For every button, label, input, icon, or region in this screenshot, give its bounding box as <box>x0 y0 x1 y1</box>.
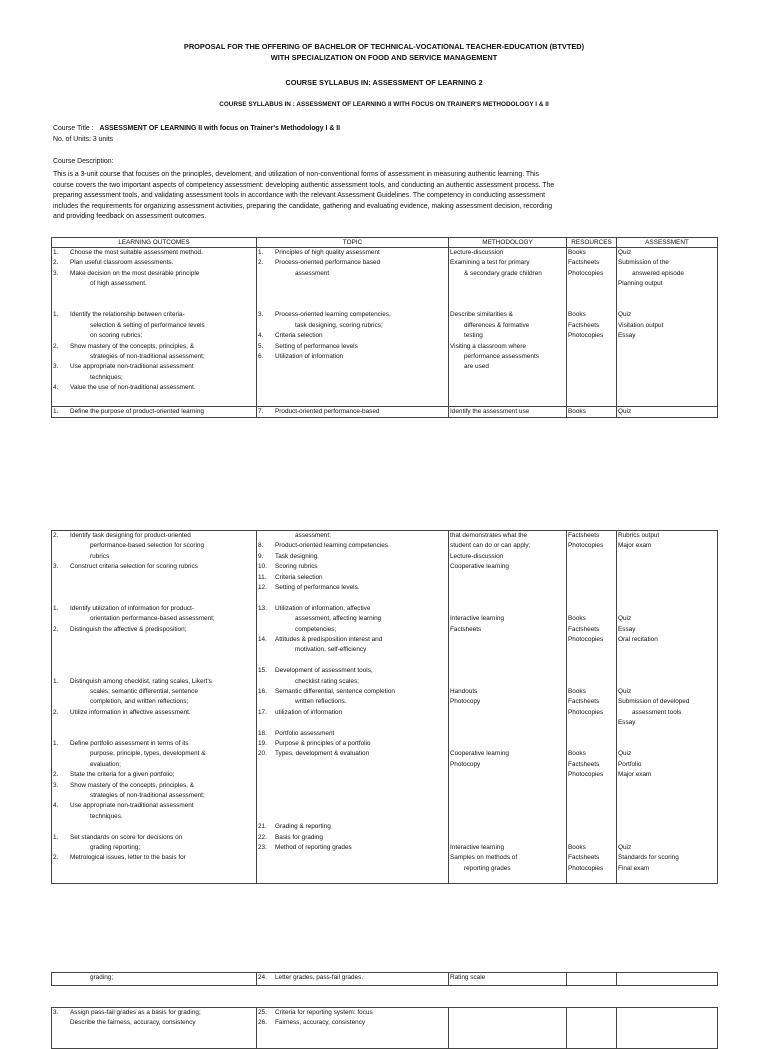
topic-text: assessment <box>295 269 330 277</box>
resource-item: Books <box>568 615 586 623</box>
outcome-text: grading; <box>90 974 114 981</box>
assessment-item: Portfolio <box>618 760 642 768</box>
topic-text: Criteria selection <box>275 332 323 340</box>
assessment-item: Major exam <box>618 542 652 550</box>
item-number: 4. <box>258 332 264 340</box>
assessment-item: Quiz <box>618 843 632 851</box>
outcome-text: Use appropriate non-traditional assessment <box>70 363 194 371</box>
item-number: 2. <box>53 708 59 716</box>
description-line: and providing feedback on assessment outcomes. <box>53 213 207 220</box>
methodology-item: are used <box>464 363 489 371</box>
topic-text: Scoring rubrics <box>275 563 318 571</box>
item-number: 17. <box>258 708 267 716</box>
outcome-text: orientation performance-based assessment; <box>90 615 215 623</box>
outcome-text: of high assessment. <box>90 280 147 288</box>
header-learning-outcomes: LEARNING OUTCOMES <box>52 238 257 248</box>
table-row <box>52 1008 718 1049</box>
item-number: 1. <box>53 311 59 319</box>
item-number: 7. <box>258 408 264 415</box>
resource-item: Factsheets <box>568 698 600 706</box>
syllabus-subheading: COURSE SYLLABUS IN : ASSESSMENT OF LEARNING II WITH FOCUS ON TRAINER'S METHODOLOGY I & II <box>219 101 549 108</box>
item-number: 25. <box>258 1009 267 1016</box>
topic-text: Attitudes & predisposition interest and <box>275 636 383 644</box>
assessment-item: Essay <box>618 625 636 633</box>
methodology-item: Photocopy <box>450 698 481 706</box>
resource-item: Factsheets <box>568 321 600 329</box>
assessment-item: Quiz <box>618 249 632 256</box>
resource-item: Books <box>568 687 586 695</box>
topic-text: Method of reporting grades <box>275 844 352 852</box>
outcome-text: purpose, principle, types, development & <box>90 750 206 758</box>
outcome-text: Choose the most suitable assessment method. <box>70 249 203 256</box>
resource-item: Books <box>568 311 586 319</box>
assessment-item: Visitation output <box>618 321 664 329</box>
item-number: 1. <box>53 408 59 415</box>
topic-text: Utilization of information <box>275 353 344 361</box>
resource-item: Factsheets <box>568 259 600 267</box>
topic-text: Setting of performance levels <box>275 342 358 350</box>
resource-item: Books <box>568 408 586 415</box>
item-number: 12. <box>258 584 267 592</box>
item-number: 18. <box>258 729 267 737</box>
resource-item: Factsheets <box>568 625 600 633</box>
outcome-text: evaluation; <box>90 760 121 768</box>
outcome-text: grading reporting; <box>90 844 141 852</box>
methodology-item: differences & formative <box>464 321 530 329</box>
header-methodology: METHODOLOGY <box>449 238 567 248</box>
methodology-item: Interactive learning <box>450 615 504 623</box>
outcome-text: Metrological issues, letter to the basis for <box>70 854 186 862</box>
resource-item: Books <box>568 843 586 851</box>
item-number: 2. <box>53 854 59 862</box>
item-number: 23. <box>258 844 267 852</box>
assessment-item: Major exam <box>618 771 652 779</box>
assessment-item: Essay <box>618 332 636 340</box>
table-row <box>52 531 718 884</box>
methodology-item: Visiting a classroom where <box>450 342 526 350</box>
description-line: course covers the two important aspects of competency assessment: developing authentic assessment tools, and conducting an authentic assessment process. The <box>53 181 555 189</box>
outcome-text: selection & setting of performance levels <box>90 321 205 329</box>
assessment-item: Standards for scoring <box>618 854 679 862</box>
item-number: 20. <box>258 750 267 758</box>
topic-text: competencies; <box>295 625 337 633</box>
outcome-text: Construct criteria selection for scoring rubrics <box>70 563 198 571</box>
resource-item: Photocopies <box>568 771 604 779</box>
header-resources: RESOURCES <box>567 238 617 248</box>
outcome-text: Describe the fairness, accuracy, consistency <box>70 1019 196 1027</box>
item-number: 6. <box>258 353 264 361</box>
description-line: includes the requirements for organizing assessment activities, preparing the candidate, gathering and evaluating evidence, making assessment decision, recording <box>53 202 553 210</box>
course-title-value: ASSESSMENT OF LEARNING II with focus on Trainer's Methodology I & II <box>99 125 341 132</box>
outcome-text: techniques. <box>90 812 123 820</box>
item-number: 15. <box>258 667 267 675</box>
outcome-text: Distinguish the affective & predisposition; <box>70 625 187 633</box>
topic-text: checklist rating scales; <box>295 677 359 685</box>
item-number: 14. <box>258 636 267 644</box>
resource-item: Photocopies <box>568 542 604 550</box>
methodology-item: Rating scale <box>450 974 486 981</box>
assessment-item: Submission of developed <box>618 698 690 706</box>
assessment-item: Quiz <box>618 311 632 319</box>
item-number: 1. <box>53 833 59 841</box>
item-number: 3. <box>53 363 59 371</box>
outcome-text: Show mastery of the concepts, principles, & <box>70 342 194 350</box>
item-number: 5. <box>258 342 264 350</box>
topic-text: assessment; <box>295 532 331 539</box>
assessment-item: Quiz <box>618 408 632 415</box>
assessment-item: Quiz <box>618 687 632 695</box>
doc-title-line-1: PROPOSAL FOR THE OFFERING OF BACHELOR OF TECHNICAL-VOCATIONAL TEACHER-EDUCATION (BTVTED) <box>183 42 585 51</box>
outcome-text: Use appropriate non-traditional assessment <box>70 802 194 810</box>
syllabus-heading: COURSE SYLLABUS IN: ASSESSMENT OF LEARNING 2 <box>285 78 483 87</box>
outcome-text: Assign pass-fail grades as a basis for grading; <box>70 1009 201 1016</box>
topic-text: Fairness, accuracy, consistency <box>275 1019 366 1027</box>
topic-text: task designing, scoring rubrics; <box>295 321 383 329</box>
assessment-item: Final exam <box>618 864 650 872</box>
outcome-text: Set standards on score for decisions on <box>70 833 183 841</box>
outcome-text: Define the purpose of product-oriented learning <box>70 408 204 415</box>
topic-text: Types, development & evaluation <box>275 750 370 758</box>
topic-text: Semantic differential, sentence completion <box>275 688 395 696</box>
outcome-text: Define portfolio assessment in terms of its <box>70 739 189 747</box>
outcome-text: Identify the relationship between criteria- <box>70 311 185 319</box>
assessment-item: assessment tools <box>632 708 682 716</box>
item-number: 1. <box>258 249 264 256</box>
resource-item: Books <box>568 750 586 758</box>
outcome-text: on scoring rubrics; <box>90 332 143 340</box>
syllabus-table-part-4 <box>51 1007 718 1049</box>
item-number: 3. <box>258 311 264 319</box>
course-description-label: Course Description: <box>53 158 114 165</box>
item-number: 10. <box>258 563 267 571</box>
table-row <box>52 248 718 407</box>
header-assessment: ASSESSMENT <box>617 238 718 248</box>
description-line: preparing assessment tools, and validating assessment tools in accordance with the relevant Assessment Guidelines. The competency in conducting assessment <box>53 192 546 199</box>
resource-item: Photocopies <box>568 332 604 340</box>
item-number: 22. <box>258 833 267 841</box>
assessment-item: Rubrics output <box>618 532 660 539</box>
methodology-item: Identify the assessment use <box>450 408 530 415</box>
item-number: 2. <box>53 259 59 267</box>
methodology-item: Cooperative learning <box>450 563 509 571</box>
outcome-text: Value the use of non-traditional assessment. <box>70 384 196 392</box>
outcome-text: Plan useful classroom assessments. <box>70 259 174 267</box>
item-number: 3. <box>53 781 59 789</box>
methodology-item: Interactive learning <box>450 843 504 851</box>
header-topic: TOPIC <box>257 238 449 248</box>
item-number: 13. <box>258 604 267 612</box>
resource-item: Books <box>568 249 586 256</box>
course-units: No. of Units: 3 units <box>53 136 114 143</box>
assessment-item: Submission of the <box>618 259 669 267</box>
item-number: 3. <box>53 1009 59 1016</box>
methodology-item: student can do or can apply; <box>450 542 531 550</box>
assessment-item: Planning output <box>618 280 663 288</box>
outcome-text: strategies of non-traditional assessment; <box>90 353 205 361</box>
resource-item: Photocopies <box>568 269 604 277</box>
outcome-text: scales, semantic differential, sentence <box>90 687 198 695</box>
resource-item: Factsheets <box>568 760 600 768</box>
topic-text: Product-oriented performance-based <box>275 408 380 415</box>
topic-text: Product-oriented learning competencies <box>275 542 388 550</box>
topic-text: Purpose & principles of a portfolio <box>275 740 371 748</box>
item-number: 9. <box>258 552 264 560</box>
item-number: 1. <box>53 677 59 685</box>
assessment-item: Quiz <box>618 750 632 758</box>
item-number: 4. <box>53 384 59 392</box>
topic-text: Task designing. <box>275 552 320 560</box>
item-number: 2. <box>53 625 59 633</box>
topic-text: Portfolio assessment <box>275 729 335 737</box>
outcome-text: Show mastery of the concepts, principles, & <box>70 781 194 789</box>
methodology-item: Lecture-discussion <box>450 552 504 560</box>
resource-item: Factsheets <box>568 854 600 862</box>
outcome-text: rubrics <box>90 552 110 560</box>
methodology-item: Describe similarities & <box>450 311 513 319</box>
assessment-item: Quiz <box>618 615 632 623</box>
item-number: 24. <box>258 974 267 981</box>
topic-text: Process-oriented performance based <box>275 259 381 267</box>
item-number: 1. <box>53 604 59 612</box>
outcome-text: Make decision on the most desirable principle <box>70 269 200 277</box>
topic-text: Criteria selection <box>275 573 323 581</box>
item-number: 2. <box>53 771 59 779</box>
resource-item: Photocopies <box>568 635 604 643</box>
syllabus-table-part-2 <box>51 530 718 884</box>
resource-item: Factsheets <box>568 532 600 539</box>
syllabus-table-part-3 <box>51 972 718 986</box>
table-row <box>52 973 718 986</box>
outcome-text: State the criteria for a given portfolio; <box>70 771 175 779</box>
outcome-text: completion, and written reflections; <box>90 698 189 706</box>
outcome-text: Identify utilization of information for product- <box>70 604 194 612</box>
methodology-item: & secondary grade children <box>464 269 542 277</box>
methodology-item: testing <box>464 332 483 340</box>
resource-item: Photocopies <box>568 708 604 716</box>
item-number: 2. <box>53 532 59 539</box>
table-header-row <box>52 238 718 248</box>
methodology-item: performance assessments <box>464 353 539 361</box>
outcome-text: performance-based selection for scoring <box>90 542 205 550</box>
doc-title-line-2: WITH SPECIALIZATION ON FOOD AND SERVICE MANAGEMENT <box>270 53 498 62</box>
course-description <box>53 170 619 223</box>
methodology-item: reporting grades <box>464 864 511 872</box>
item-number: 2. <box>258 259 264 267</box>
item-number: 3. <box>53 269 59 277</box>
topic-text: Criteria for reporting system: focus <box>275 1009 373 1016</box>
methodology-item: Photocopy <box>450 760 481 768</box>
topic-text: Grading & reporting <box>275 823 331 831</box>
table-row <box>52 407 718 418</box>
methodology-item: that demonstrates what the <box>450 532 528 539</box>
assessment-item: Oral recitation <box>618 635 658 643</box>
item-number: 3. <box>53 563 59 571</box>
outcome-text: techniques; <box>90 373 123 381</box>
outcome-text: Identify task designing for product-oriented <box>70 532 191 539</box>
syllabus-table-part-1 <box>51 237 718 418</box>
resource-item: Photocopies <box>568 864 604 872</box>
methodology-item: Samples on methods of <box>450 854 518 862</box>
methodology-item: Lecture-discussion <box>450 249 504 256</box>
item-number: 11. <box>258 573 267 581</box>
topic-text: motivation, self-efficiency <box>295 646 367 654</box>
methodology-item: Handouts <box>450 687 478 695</box>
outcome-text: Distinguish among checklist, rating scales, Likert's <box>70 677 212 685</box>
topic-text: assessment, affecting learning <box>295 615 382 623</box>
item-number: 4. <box>53 802 59 810</box>
assessment-item: Essay <box>618 719 636 727</box>
item-number: 19. <box>258 740 267 748</box>
outcome-text: strategies of non-traditional assessment; <box>90 792 205 800</box>
item-number: 1. <box>53 249 59 256</box>
assessment-item: answered episode <box>632 269 684 277</box>
outcome-text: Utilize information in affective assessment. <box>70 708 191 716</box>
methodology-item: Examining a test for primary <box>450 259 530 267</box>
item-number: 21. <box>258 823 267 831</box>
methodology-item: Factsheets <box>450 625 482 633</box>
methodology-item: Cooperative learning <box>450 750 509 758</box>
topic-text: Setting of performance levels. <box>275 584 360 592</box>
item-number: 26. <box>258 1019 267 1027</box>
topic-text: Basis for grading <box>275 833 323 841</box>
topic-text: utilization of information <box>275 708 343 716</box>
topic-text: Development of assessment tools, <box>275 667 373 675</box>
topic-text: Letter grades, pass-fail grades. <box>275 974 364 981</box>
item-number: 2. <box>53 342 59 350</box>
topic-text: Process-oriented learning competencies, <box>275 311 391 319</box>
topic-text: Principles of high quality assessment <box>275 249 380 256</box>
topic-text: Utilization of information, affective <box>275 604 371 612</box>
description-line: This is a 3-unit course that focuses on the principles, develoment, and utilization of non-conventional forms of assessment in measuring authentic learning. This <box>53 171 539 178</box>
item-number: 8. <box>258 542 264 550</box>
item-number: 1. <box>53 739 59 747</box>
item-number: 16. <box>258 688 267 696</box>
course-title-label: Course Title : <box>53 125 94 132</box>
topic-text: written reflections. <box>295 698 347 706</box>
course-title <box>53 124 340 133</box>
